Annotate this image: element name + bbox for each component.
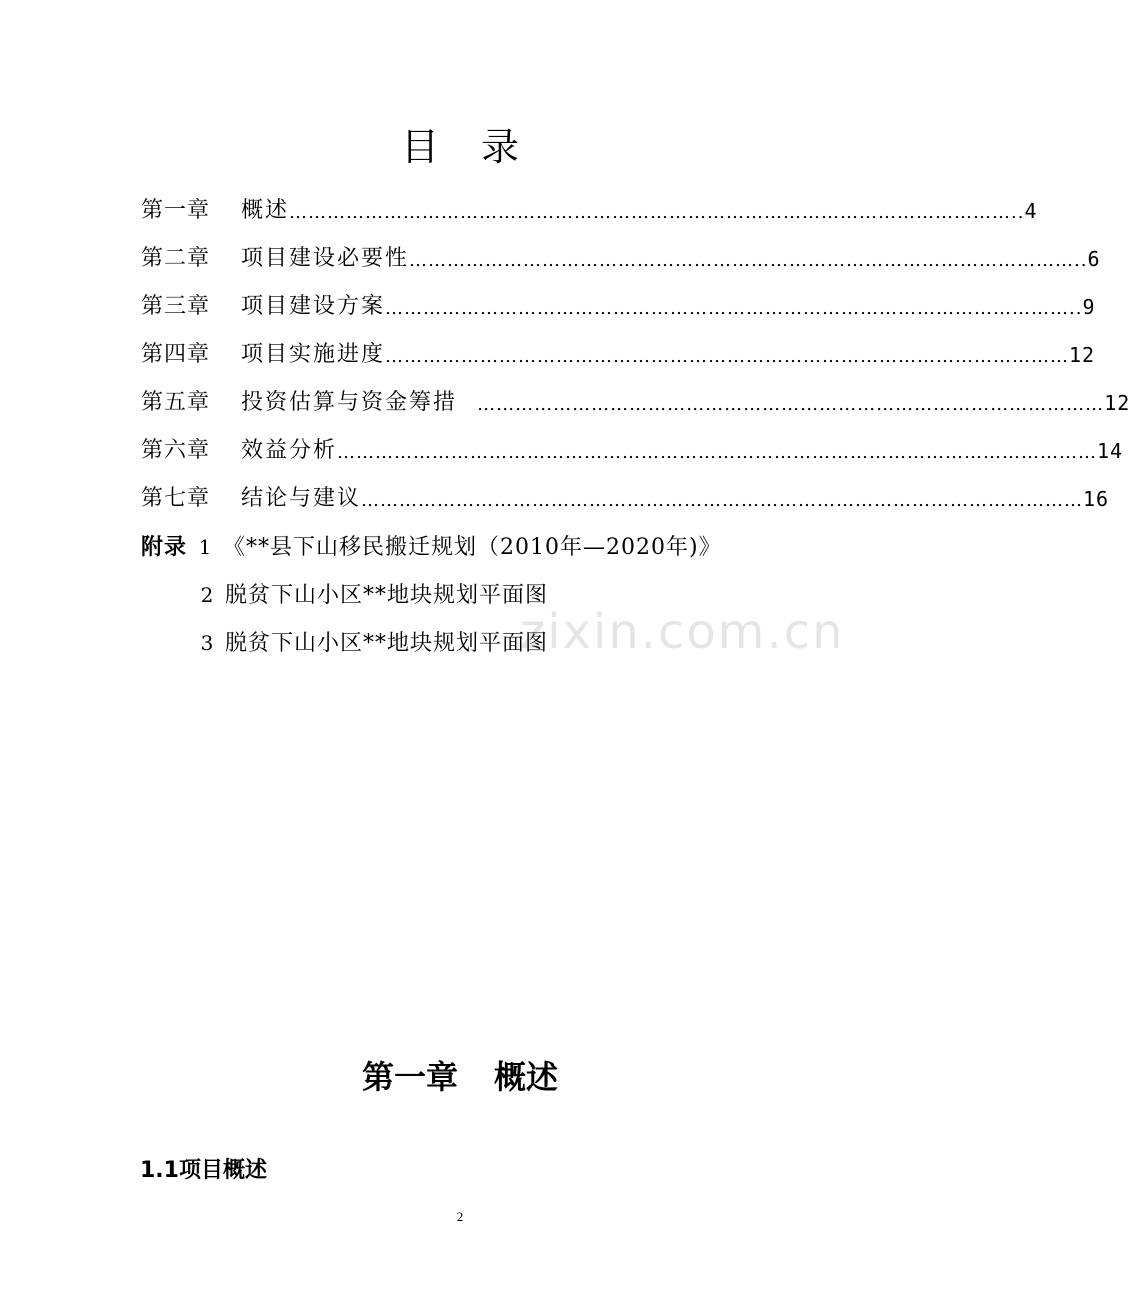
toc-dot-leader: ………………………………………………………………………………………………..	[385, 298, 1083, 319]
section-heading: 1.1项目概述	[140, 1158, 267, 1183]
appendix-item-text: 《**县下山移民搬迁规划（2010年—2020年)》	[223, 535, 722, 560]
toc-entry-4[interactable]	[141, 336, 1096, 370]
toc-chapter-label: 第四章	[141, 342, 211, 367]
toc-dot-leader: ……………………………………………………………………………………………..	[409, 250, 1088, 271]
toc-chapter-label: 第二章	[141, 246, 211, 271]
appendix-item-3[interactable]	[141, 626, 548, 660]
toc-page-number: 12	[1069, 343, 1096, 367]
toc-chapter-name: 项目实施进度	[241, 342, 386, 367]
toc-chapter-label: 第六章	[141, 438, 211, 463]
page-number: 2	[456, 1209, 464, 1224]
toc-entry-6[interactable]	[141, 432, 1124, 466]
toc-dot-leader: ……………………………………………………………………………………………………..	[289, 202, 1025, 223]
toc-chapter-name: 项目建设方案	[241, 294, 386, 319]
toc-page-number: 16	[1083, 487, 1110, 511]
toc-chapter-label: 第三章	[141, 294, 211, 319]
appendix-item-number: 3	[200, 631, 214, 655]
appendix-label: 附录	[141, 535, 188, 560]
toc-dot-leader: ………………………………………………………………………………………	[457, 394, 1105, 415]
toc-dot-leader: ……………………………………………………………………………………………………	[361, 490, 1084, 511]
chapter-heading-title: 概述	[494, 1058, 559, 1096]
appendix-item-number: 2	[200, 583, 214, 607]
appendix-item-1[interactable]	[141, 530, 722, 564]
toc-page-number: 4	[1024, 199, 1038, 223]
toc-chapter-name: 概述	[241, 198, 290, 223]
toc-entry-3[interactable]	[141, 288, 1096, 322]
toc-dot-leader: ………………………………………………………………………………………………	[385, 346, 1070, 367]
appendix-item-number: 1	[198, 535, 212, 559]
toc-chapter-label: 第一章	[141, 198, 211, 223]
toc-page-number: 9	[1082, 295, 1096, 319]
toc-entry-5[interactable]	[141, 384, 1130, 418]
toc-entry-7[interactable]	[141, 480, 1110, 514]
toc-chapter-name: 结论与建议	[241, 486, 362, 511]
toc-dot-leader: …………………………………………………………………………………………………………	[337, 442, 1098, 463]
chapter-heading	[0, 1054, 920, 1100]
appendix-item-text: 脱贫下山小区**地块规划平面图	[225, 631, 549, 656]
toc-title: 目录	[400, 125, 561, 169]
appendix-item-2[interactable]	[141, 578, 548, 612]
toc-chapter-label: 第七章	[141, 486, 211, 511]
toc-page-number: 12	[1104, 391, 1130, 415]
chapter-heading-number: 第一章	[361, 1058, 458, 1096]
toc-entry-2[interactable]	[141, 240, 1101, 274]
toc-page-number: 6	[1087, 247, 1101, 271]
toc-chapter-name: 效益分析	[241, 438, 338, 463]
appendix-item-text: 脱贫下山小区**地块规划平面图	[225, 583, 549, 608]
toc-chapter-name: 项目建设必要性	[241, 246, 410, 271]
toc-page-number: 14	[1097, 439, 1124, 463]
toc-entry-1[interactable]	[141, 192, 1038, 226]
toc-chapter-label: 第五章	[141, 390, 211, 415]
watermark: zixin.com.cn	[520, 604, 845, 660]
toc-chapter-name: 投资估算与资金筹措	[241, 390, 458, 415]
